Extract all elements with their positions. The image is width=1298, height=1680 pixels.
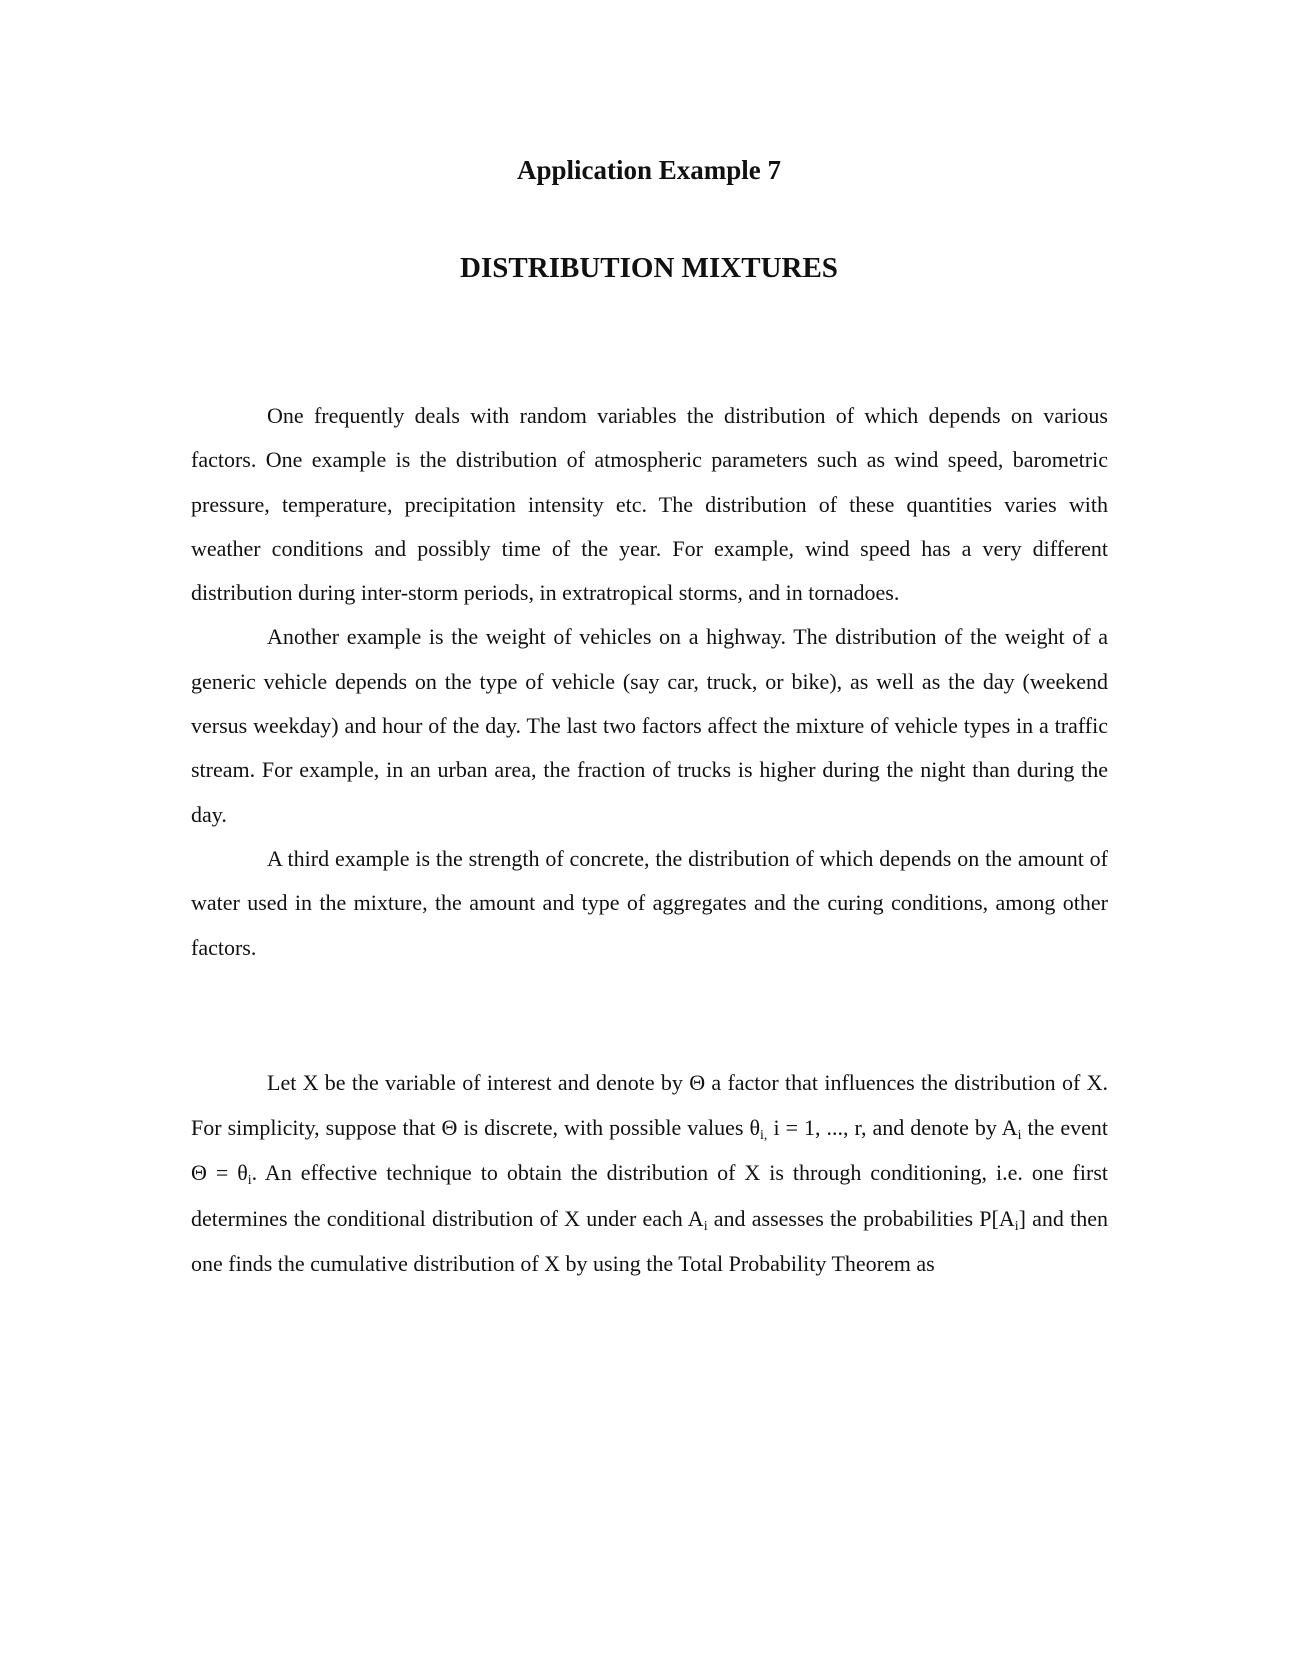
paragraph-vehicles: Another example is the weight of vehicles on a highway. The distribution of the weight of a generic vehicle depends on the type of vehicle (say car, truck, or bike), as well as the day (weekend versus weekday) and hour of the day. The last two factors affect the mixture of vehicle types in a traffic stream. For example, in an urban area, the fraction of trucks is higher during the night than during the day. [191,624,1108,827]
text-run: ] and then one finds the cumulative distribution of X by using the Total Probability Theorem as [191,1205,1109,1276]
intro-text-block [191,394,1108,970]
text-run: Let X be the variable of interest and denote by Θ a factor that influences the distribution of X. For simplicity, suppose that Θ is discrete, with possible values θ [191,1070,1108,1141]
text-run: i = 1, ..., r, and denote by A [767,1115,1018,1141]
subscript: i, [760,1128,768,1144]
paragraph-concrete: A third example is the strength of concrete, the distribution of which depends on the amount of water used in the mixture, the amount and type of aggregates and the curing conditions, among other factors. [191,845,1108,960]
text-run: . An effective technique to obtain the distribution of X is through conditioning, i.e. one first determines the conditional distribution of X under each A [191,1160,1108,1231]
subscript: i [1017,1128,1022,1144]
text-run: the event Θ = θ [191,1115,1109,1186]
conditioning-text-block [191,1060,1108,1286]
subscript: i [703,1218,708,1234]
subscript: i [1014,1218,1019,1234]
subscript: i [247,1173,252,1189]
text-run: and assesses the probabilities P[A [707,1205,1015,1231]
paragraph-conditioning [191,1060,1108,1286]
document-title: Application Example 7 [516,155,782,185]
paragraph-atmospheric: One frequently deals with random variables the distribution of which depends on various factors. One example is the distribution of atmospheric parameters such as wind speed, barometric pressure, temperature, precipitation intensity etc. The distribution of these quantities varies with weather conditions and possibly time of the year. For example, wind speed has a very different distribution during inter-storm periods, in extratropical storms, and in tornadoes. [191,403,1108,606]
section-heading: DISTRIBUTION MIXTURES [460,252,838,284]
